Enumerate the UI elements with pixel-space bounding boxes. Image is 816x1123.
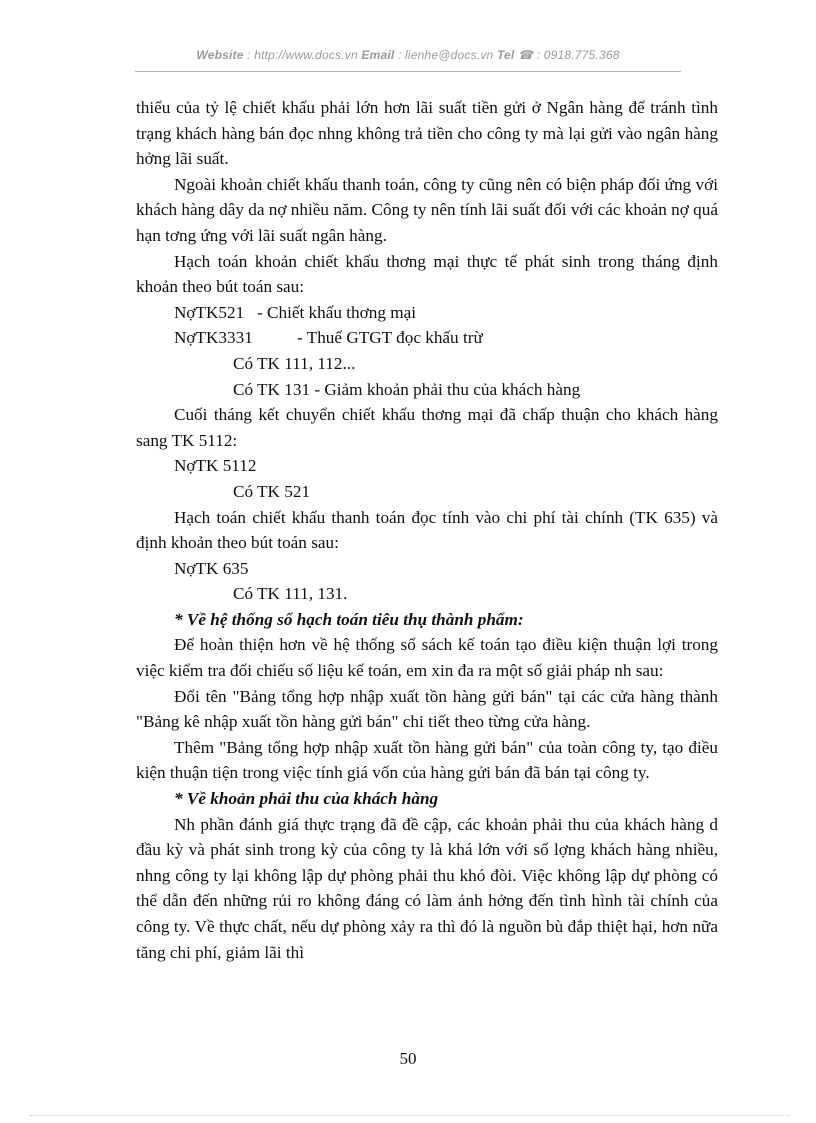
page-body xyxy=(136,95,718,965)
paragraph-1: thiểu của tỷ lệ chiết khấu phải lớn hơn lãi suất tiền gửi ở Ngân hàng để tránh tình trạng khách hàng bán đọc nhng không trả tiền cho công ty mà lại gửi vào ngân hàng hởng lãi suất. xyxy=(136,98,718,169)
entry-line-1 xyxy=(136,300,718,326)
email-address[interactable]: : lienhe@docs.vn xyxy=(397,48,494,62)
paragraph-6: Để hoàn thiện hơn về hệ thống sổ sách kế toán tạo điều kiện thuận lợi trong việc kiểm tra đối chiếu số liệu kế toán, em xin đa ra một số giải pháp nh sau: xyxy=(136,635,718,681)
entry-account: NợTK3331 xyxy=(174,328,253,348)
entry-line-2 xyxy=(136,325,718,351)
entry-description: - Thuế GTGT đọc khấu trừ xyxy=(297,328,483,348)
website-url[interactable]: : http://www.docs.vn xyxy=(247,48,358,62)
section-heading-1: * Về hệ thống sổ hạch toán tiêu thụ thành phẩm: xyxy=(174,609,524,629)
paragraph-4: Cuối tháng kết chuyển chiết khấu thơng mại đã chấp thuận cho khách hàng sang TK 5112: xyxy=(136,405,718,450)
tel-label: Tel xyxy=(496,48,515,62)
entry-account: NợTK521 xyxy=(174,302,245,322)
entry-line-3: Có TK 111, 112... xyxy=(233,353,356,373)
paragraph-3: Hạch toán khoản chiết khấu thơng mại thực tế phát sinh trong tháng định khoản theo bút toán sau: xyxy=(136,251,718,297)
entry-description: - Chiết khấu thơng mại xyxy=(257,302,416,322)
paragraph-2: Ngoài khoản chiết khấu thanh toán, công ty cũng nên có biện pháp đối ứng với khách hàng dây da nợ nhiều năm. Công ty nên tính lãi suất đối với các khoản nợ quá hạn tơng ứng với lãi suất ngân hàng. xyxy=(136,174,718,245)
page-header xyxy=(0,48,816,62)
entry2-credit: Có TK 521 xyxy=(233,481,311,501)
section-heading-2: * Về khoản phải thu của khách hàng xyxy=(174,789,439,809)
paragraph-5: Hạch toán chiết khấu thanh toán đọc tính vào chi phí tài chính (TK 635) và định khoản theo bút toán sau: xyxy=(136,507,718,553)
page-number: 50 xyxy=(399,1049,417,1068)
website-label: Website xyxy=(196,48,244,62)
paragraph-7: Đổi tên "Bảng tổng hợp nhập xuất tồn hàng gửi bán" tại các cửa hàng thành "Bảng kê nhập xuất tồn hàng gửi bán" chi tiết theo từng cửa hàng. xyxy=(136,686,718,732)
footer-divider xyxy=(30,1115,790,1116)
email-label: Email xyxy=(361,48,395,62)
entry2-debit: NợTK 5112 xyxy=(174,456,257,476)
tel-number: ☎ : 0918.775.368 xyxy=(518,48,620,62)
entry-line-4: Có TK 131 - Giảm khoản phải thu của khách hàng xyxy=(233,379,581,399)
paragraph-9: Nh phần đánh giá thực trạng đã đề cập, các khoản phải thu của khách hàng d đầu kỳ và phát sinh trong kỳ của công ty là khá lớn với số lợng khách hàng nhiều, nhng công ty lại không lập dự phòng phải thu khó đòi. Việc không lập dự phòng có thể dẫn đến những rủi ro không đáng có làm ảnh hởng đến tình hình tài chính của công ty. Về thực chất, nếu dự phòng xảy ra thì đó là nguồn bù đắp thiệt hại, hơn nữa tăng chi phí, giảm lãi thì xyxy=(136,814,718,962)
header-divider xyxy=(135,71,681,72)
paragraph-8: Thêm "Bảng tổng hợp nhập xuất tồn hàng gửi bán" của toàn công ty, tạo điều kiện thuận tiện trong việc tính giá vốn của hàng gửi bán đã bán tại công ty. xyxy=(136,737,718,783)
entry3-credit: Có TK 111, 131. xyxy=(233,584,348,604)
entry3-debit: NợTK 635 xyxy=(174,558,249,578)
